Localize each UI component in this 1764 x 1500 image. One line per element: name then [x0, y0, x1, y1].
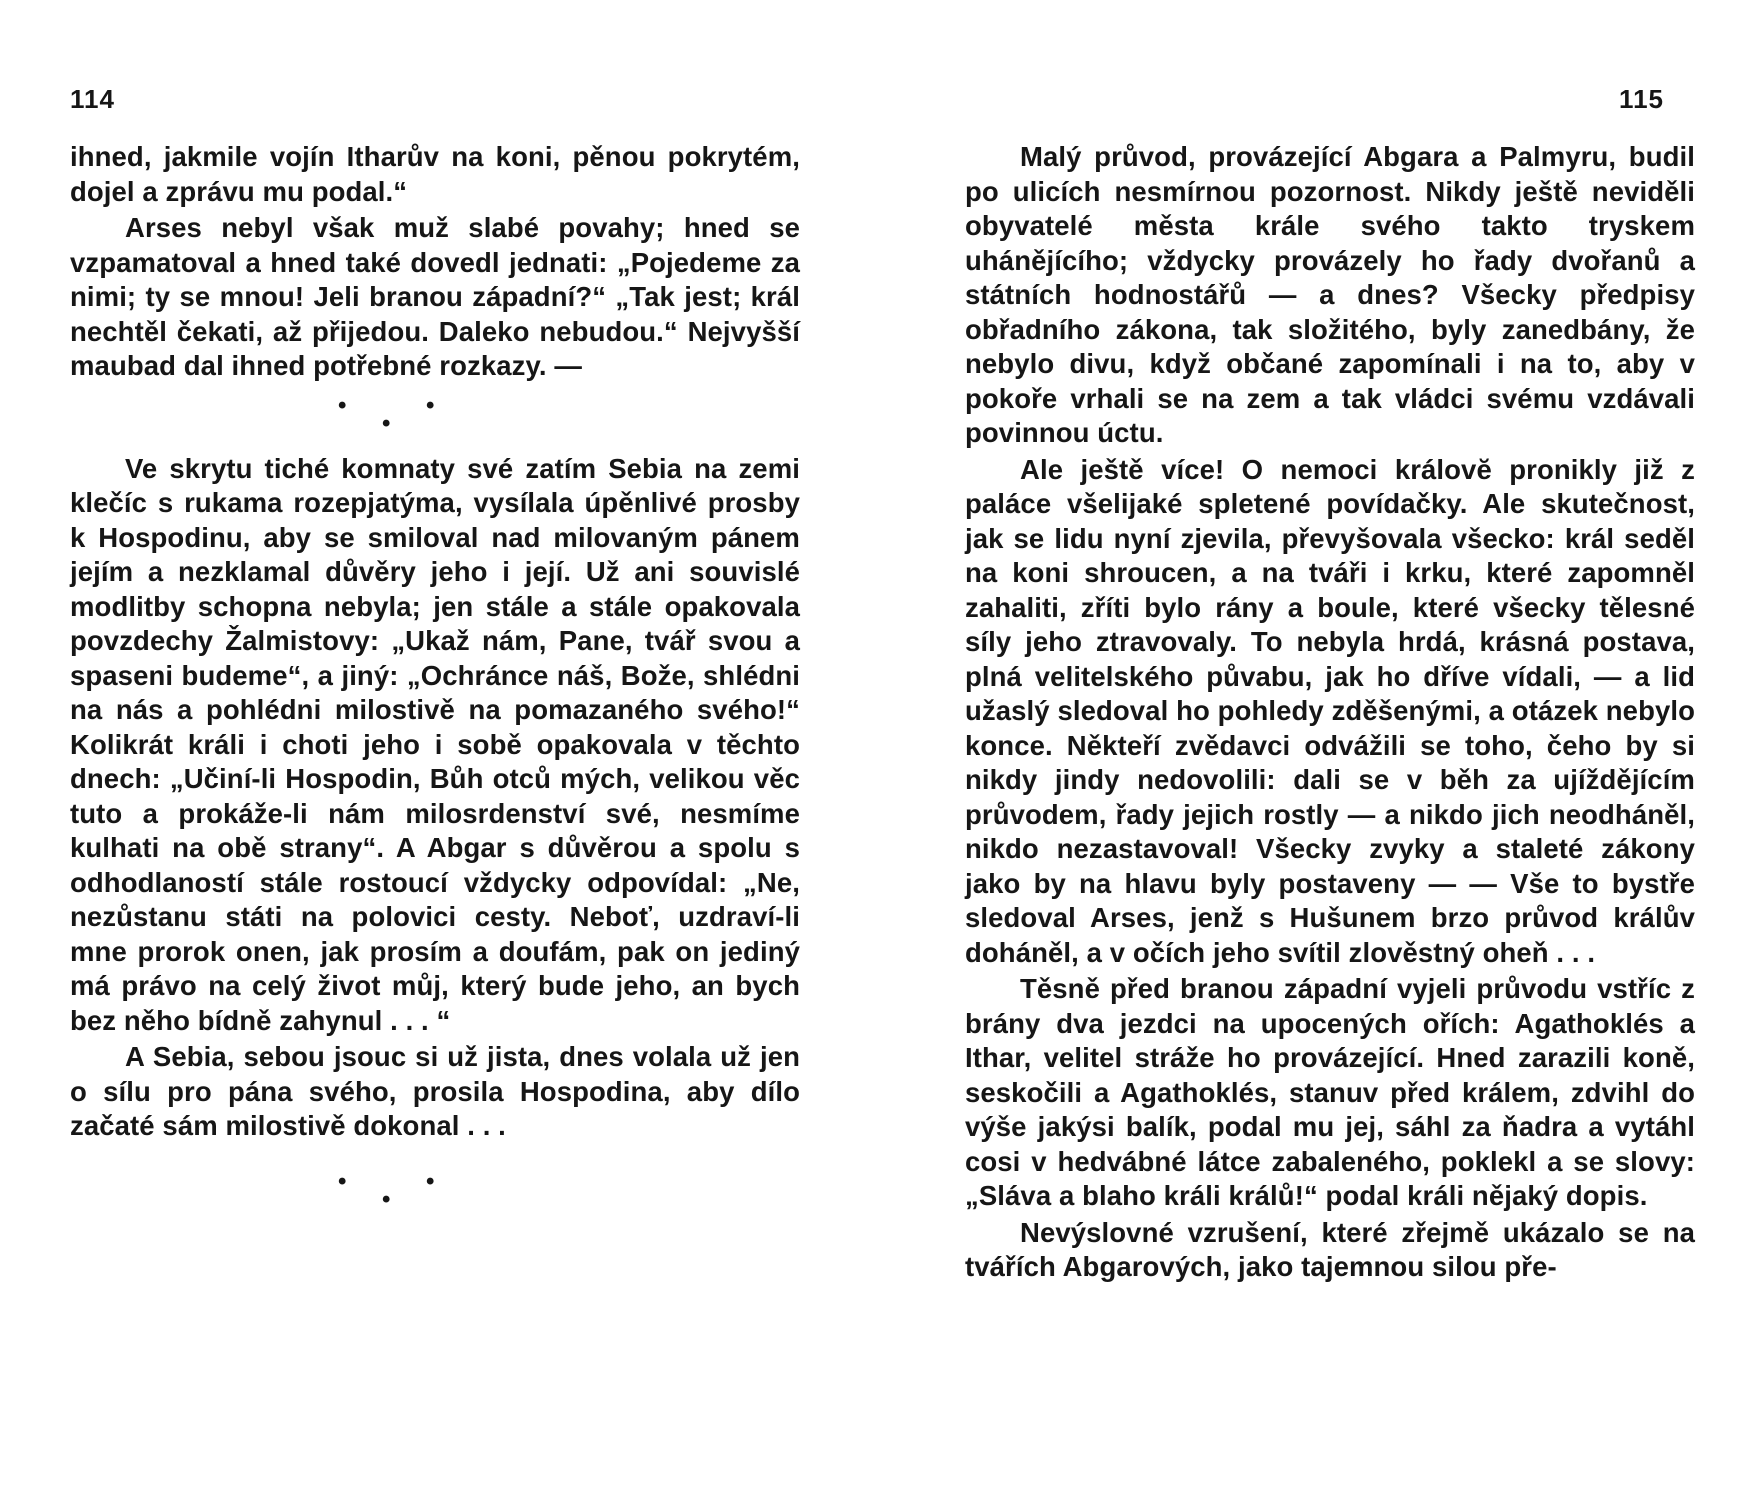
page-number-left: 114 — [70, 84, 115, 114]
right-paragraph-4: Nevýslovné vzrušení, které zřejmě ukázalo se na tvářích Abgarových, jako tajemnou silou pře- — [965, 1216, 1695, 1282]
left-text-block — [70, 140, 800, 1230]
left-paragraph-2: Arses nebyl však muž slabé povahy; hned se vzpamatoval a hned také dovedl jednati: „Pojedeme za nimi; ty se mnou! Jeli branou západní?“ „Tak jest; král nechtěl čekati, až přijedou. Daleko nebudou.“ Nejvyšší maubad dal ihned potřebné rozkazy. — — [70, 212, 800, 381]
separator-dot: • — [338, 1167, 347, 1195]
left-paragraph-1: ihned, jakmile vojín Itharův na koni, pěnou pokrytém, dojel a zprávu mu podal.“ — [70, 141, 800, 207]
page-number-right: 115 — [1619, 84, 1664, 114]
right-paragraph-2: Ale ještě více! O nemoci královĕ pronikly již z paláce všelijaké spletené povídačky. Ale skutečnost, jak se lidu nyní zjevila, převyšovala všecko: král seděl na koni shroucen, a na tváři i krku, které zapomněl zahaliti, zříti bylo rány a boule, které všecky tělesné síly jeho ztravovaly. To nebyla hrdá, krásná postava, plná velitelského půvabu, jak ho dříve vídali, — a lid užaslý sledoval ho pohledy zděšenými, a otázek nebylo konce. Někteří zvědavci odvážili se toho, čeho by si nikdy jindy nedovolili: dali se v běh za ujíždějícím průvodem, řady jejich rostly — a nikdo jich neodháněl, nikdo nezastavoval! Všecky zvyky a staleté zákony jako by na hlavu byly postaveny — — Vše to bystře sledoval Arses, jenž s Hušunem brzo průvod králův doháněl, a v očích jeho svítil zlověstný oheň . . . — [965, 453, 1695, 968]
separator-dot: • — [426, 1167, 435, 1195]
separator-dot: • — [426, 391, 435, 419]
section-separator-2 — [70, 1167, 800, 1230]
section-separator-1 — [70, 386, 800, 452]
left-paragraph-4: A Sebia, sebou jsouc si už jista, dnes volala už jen o sílu pro pána svého, prosila Hospodina, aby dílo začaté sám milostivě dokonal . . . — [70, 1041, 800, 1141]
separator-dot: • — [338, 391, 347, 419]
left-paragraph-3: Ve skrytu tiché komnaty své zatím Sebia na zemi klečíc s rukama rozepjatýma, vysílala úpěnlivé prosby k Hospodinu, aby se smiloval nad milovaným pánem jejím a nezklamal důvěry jeho i její. Už ani souvislé modlitby schopna nebyla; jen stále a stále opakovala povzdechy Žalmistovy: „Ukaž nám, Pane, tvář svou a spaseni budeme“, a jiný: „Ochránce náš, Bože, shlédni na nás a pohlédni milostivě na pomazaného svého!“ Kolikrát králi i choti jeho i sobě opakovala v těchto dnech: „Učiní-li Hospodin, Bůh otců mých, velikou věc tuto a prokáže-li nám milosrdenství své, nesmíme kulhati na obě strany“. A Abgar s důvěrou a spolu s odhodlaností stále rostoucí vždycky odpovídal: „Ne, nezůstanu státi na polovici cesty. Neboť, uzdraví-li mne prorok onen, jak prosím a doufám, pak on jediný má právo na celý život můj, který bude jeho, an bych bez něho bídně zahynul . . . “ — [70, 452, 800, 1036]
right-text-block — [965, 140, 1695, 1287]
right-paragraph-3: Těsně před branou západní vyjeli průvodu vstříc z brány dva jezdci na upocených ořích: Agathoklés a Ithar, velitel stráže ho provázející. Hned zarazili koně, seskočili a Agathoklés, stanuv před králem, zdvihl do výše jakýsi balík, podal mu jej, sáhl za ňadra a vytáhl cosi v hedvábné látce zabaleného, poklekl a se slovy: „Sláva a blaho králi králů!“ podal králi nějaký dopis. — [965, 973, 1695, 1211]
right-paragraph-1: Malý průvod, provázející Abgara a Palmyru, budil po ulicích nesmírnou pozornost. Nikdy ještě neviděli obyvatelé města krále svého takto tryskem uhánějícího; vždycky provázely ho řady dvořanů a státních hodnostářů — a dnes? Všecky předpisy obřadního zákona, tak složitého, byly zanedbány, že nebylo divu, když občané zapomínali i na to, aby v pokoře vrhali se na zem a tak vládci svému vzdávali povinnou úctu. — [965, 141, 1695, 448]
right-page — [882, 0, 1764, 1500]
separator-dot: • — [382, 1185, 391, 1213]
separator-dot: • — [382, 409, 391, 437]
